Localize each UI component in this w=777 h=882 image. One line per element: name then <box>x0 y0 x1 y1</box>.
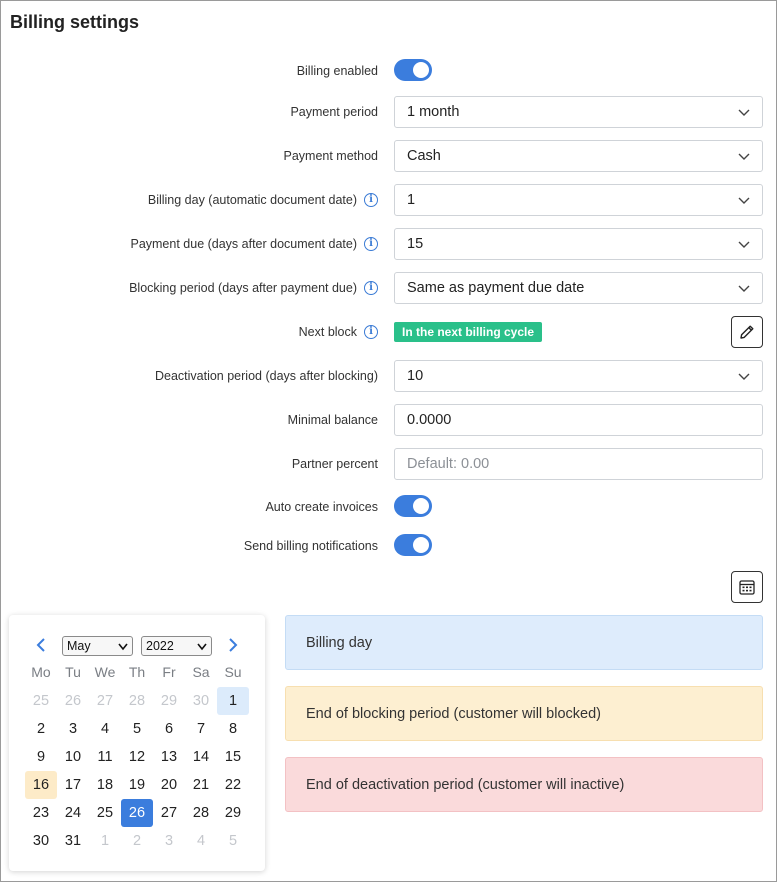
minimal-balance-row <box>1 404 777 436</box>
billing-enabled-label: Billing enabled <box>296 64 378 78</box>
calendar-day[interactable]: 1 <box>100 833 110 849</box>
next-block-badge: In the next billing cycle <box>394 322 542 342</box>
next-block-row <box>1 316 777 348</box>
deactivation-period-label: Deactivation period (days after blocking) <box>154 369 378 383</box>
calendar-day[interactable]: 27 <box>160 805 178 821</box>
chevron-down-icon <box>738 150 750 162</box>
calendar-day[interactable]: 25 <box>96 805 114 821</box>
calendar-day[interactable]: 2 <box>36 721 46 737</box>
info-icon[interactable]: i <box>364 325 378 339</box>
send-billing-notifications-toggle[interactable] <box>394 534 432 556</box>
payment-due-select[interactable] <box>394 228 763 260</box>
billing-day-label: Billing day (automatic document date) i <box>148 184 378 216</box>
billing-day-value: 1 <box>407 192 416 208</box>
blocking-period-row <box>1 272 777 304</box>
calendar-day[interactable]: 19 <box>128 777 146 793</box>
chevron-down-icon <box>738 370 750 382</box>
legend-deactivation-end: End of deactivation period (customer will inactive) <box>285 757 763 812</box>
calendar-day[interactable]: 28 <box>128 693 146 709</box>
calendar-day[interactable]: 31 <box>64 833 82 849</box>
chevron-down-icon <box>738 238 750 250</box>
calendar-day[interactable]: 21 <box>192 777 210 793</box>
calendar-day[interactable]: 5 <box>132 721 142 737</box>
blocking-period-label: Blocking period (days after payment due) i <box>129 272 378 304</box>
minimal-balance-label: Minimal balance <box>287 413 378 427</box>
partner-percent-input[interactable]: Default: 0.00 <box>394 448 763 480</box>
calendar-day[interactable]: 13 <box>160 749 178 765</box>
weekday-label: Tu <box>65 664 81 680</box>
year-select[interactable]: 2022 <box>141 636 212 656</box>
calendar-day[interactable]: 4 <box>196 833 206 849</box>
info-icon[interactable]: i <box>364 193 378 207</box>
calendar-day[interactable]: 6 <box>164 721 174 737</box>
auto-create-invoices-toggle[interactable] <box>394 495 432 517</box>
billing-enabled-toggle[interactable] <box>394 59 432 81</box>
payment-method-row <box>1 140 777 172</box>
calendar-day[interactable]: 10 <box>64 749 82 765</box>
toggle-knob <box>413 498 429 514</box>
billing-day-row <box>1 184 777 216</box>
edit-next-block-button[interactable] <box>731 316 763 348</box>
deactivation-period-row <box>1 360 777 392</box>
calendar-day[interactable]: 7 <box>196 721 206 737</box>
calendar-day[interactable]: 26 <box>64 693 82 709</box>
send-billing-notifications-label: Send billing notifications <box>243 539 378 553</box>
blocking-period-select[interactable] <box>394 272 763 304</box>
calendar-day[interactable]: 8 <box>228 721 238 737</box>
chevron-down-icon <box>197 642 207 651</box>
billing-calendar <box>9 615 265 871</box>
calendar-day[interactable]: 3 <box>68 721 78 737</box>
calendar-day[interactable]: 28 <box>192 805 210 821</box>
calendar-day[interactable]: 5 <box>228 833 238 849</box>
calendar-day[interactable]: 30 <box>32 833 50 849</box>
calendar-day[interactable]: 30 <box>192 693 210 709</box>
payment-period-select[interactable] <box>394 96 763 128</box>
calendar-day[interactable]: 14 <box>192 749 210 765</box>
deactivation-period-select[interactable] <box>394 360 763 392</box>
payment-due-label: Payment due (days after document date) i <box>130 228 378 260</box>
toggle-knob <box>413 537 429 553</box>
calendar-day[interactable]: 3 <box>164 833 174 849</box>
weekday-label: Sa <box>192 664 210 680</box>
calendar-day[interactable]: 27 <box>96 693 114 709</box>
calendar-day[interactable]: 29 <box>224 805 242 821</box>
billing-enabled-row <box>1 55 777 87</box>
calendar-day[interactable]: 12 <box>128 749 146 765</box>
payment-method-label: Payment method <box>283 149 378 163</box>
pencil-icon <box>738 323 756 341</box>
calendar-day[interactable]: 9 <box>36 749 46 765</box>
payment-due-row <box>1 228 777 260</box>
weekday-label: Fr <box>162 664 176 680</box>
prev-month-button[interactable] <box>34 637 48 653</box>
auto-create-invoices-row <box>1 491 777 523</box>
calendar-day-blocking-end[interactable]: 16 <box>25 771 57 799</box>
calendar-day[interactable]: 24 <box>64 805 82 821</box>
legend-blocking-end: End of blocking period (customer will blocked) <box>285 686 763 741</box>
calendar-day[interactable]: 15 <box>224 749 242 765</box>
calendar-day[interactable]: 23 <box>32 805 50 821</box>
calendar-day[interactable]: 20 <box>160 777 178 793</box>
chevron-down-icon <box>738 106 750 118</box>
info-icon[interactable]: i <box>364 281 378 295</box>
payment-period-label: Payment period <box>290 105 378 119</box>
next-block-label: Next block i <box>299 316 378 348</box>
next-month-button[interactable] <box>226 637 240 653</box>
calendar-day[interactable]: 18 <box>96 777 114 793</box>
payment-method-value: Cash <box>407 148 441 164</box>
payment-method-select[interactable] <box>394 140 763 172</box>
calendar-day[interactable]: 22 <box>224 777 242 793</box>
payment-period-row <box>1 96 777 128</box>
partner-percent-row <box>1 448 777 480</box>
auto-create-invoices-label: Auto create invoices <box>265 500 378 514</box>
calendar-day-selected[interactable]: 26 <box>121 799 153 827</box>
chevron-down-icon <box>118 642 128 651</box>
send-billing-notifications-row <box>1 530 777 562</box>
payment-due-value: 15 <box>407 236 424 252</box>
weekday-label: We <box>94 664 116 680</box>
page-title: Billing settings <box>10 12 140 32</box>
blocking-period-value: Same as payment due date <box>407 280 585 296</box>
minimal-balance-input[interactable]: 0.0000 <box>394 404 763 436</box>
month-select[interactable]: May <box>62 636 133 656</box>
weekday-label: Mo <box>31 664 51 680</box>
info-icon[interactable]: i <box>364 237 378 251</box>
calendar-button[interactable] <box>731 571 763 603</box>
chevron-down-icon <box>738 282 750 294</box>
calendar-day[interactable]: 29 <box>160 693 178 709</box>
partner-percent-label: Partner percent <box>291 457 378 471</box>
weekday-label: Su <box>224 664 242 680</box>
calendar-day[interactable]: 2 <box>132 833 142 849</box>
payment-period-value: 1 month <box>407 104 460 120</box>
deactivation-period-value: 10 <box>407 368 424 384</box>
calendar-day[interactable]: 17 <box>64 777 82 793</box>
calendar-day-billing[interactable]: 1 <box>217 687 249 715</box>
weekday-label: Th <box>128 664 146 680</box>
calendar-icon <box>738 578 756 596</box>
toggle-knob <box>413 62 429 78</box>
chevron-down-icon <box>738 194 750 206</box>
calendar-day[interactable]: 25 <box>32 693 50 709</box>
calendar-day[interactable]: 11 <box>97 749 113 765</box>
calendar-day[interactable]: 4 <box>100 721 110 737</box>
legend-billing-day: Billing day <box>285 615 763 670</box>
billing-day-select[interactable] <box>394 184 763 216</box>
